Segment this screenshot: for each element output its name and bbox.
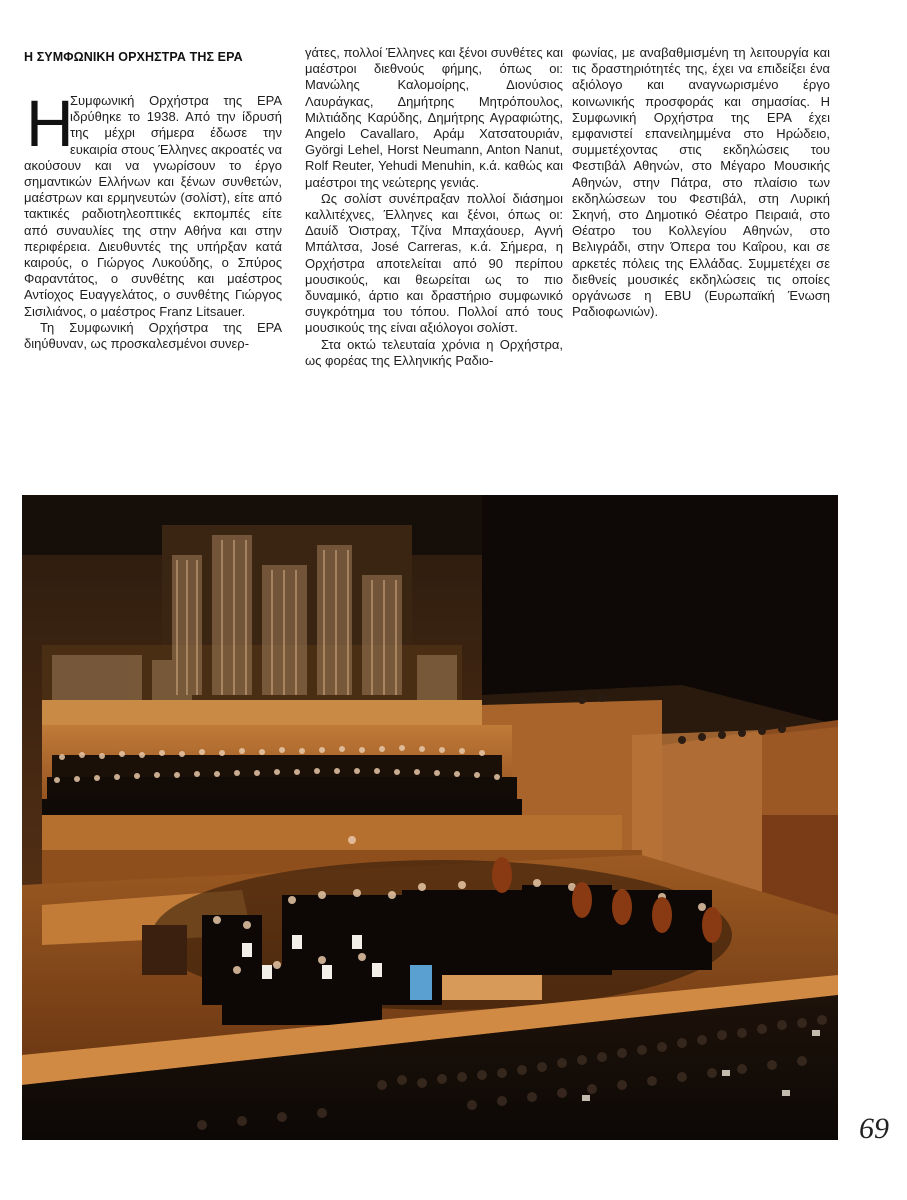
- intro-paragraph: [24, 86, 282, 320]
- article-heading: Η ΣΥΜΦΩΝΙΚΗ ΟΡΧΗΣΤΡΑ ΤΗΣ ΕΡΑ: [24, 50, 243, 64]
- column-3: [572, 45, 830, 320]
- paragraph: Τη Συμφωνική Ορχήστρα της ΕΡΑ διηύθυναν, ως προσκαλεσμένοι συνερ-: [24, 319, 282, 352]
- intro-text: Συμφωνική Ορχήστρα της ΕΡΑ ιδρύθηκε το 1938. Από την ίδρυσή της μέχρι σήμερα έδωσε την ευκαιρία στους Έλληνες ακροατές να ακούσουν και να γνωρίσουν το έργο σημαντικών Ελλήνων και ξένων συνθετών, μαέστρων και ερμηνευτών (σολίστ), είτε από τακτικές ραδιοτηλεοπτικές εκπομπές είτε από συναυλίες της στην Αθήνα και στην περιφέρεια. Διευθυντές της υπήρξαν κατά καιρούς, ο Γιώργος Λυκούδης, ο Σπύρος Φαραντάτος, ο συνθέτης και μαέστρος Αντίοχος Ευαγγελάτος, ο συνθέτης Γιώργος Σισιλιάνος, ο μαέστρος Franz Litsauer.: [24, 93, 282, 319]
- page-number: 69: [859, 1112, 889, 1145]
- choir: [42, 755, 522, 819]
- paragraph: Ως σολίστ συνέπραξαν πολλοί διάσημοι καλλιτέχνες, Έλληνες και ξένοι, όπως οι: Δαυίδ Όιστραχ, Τζίνα Μπαχάουερ, Αγνή Μπάλτσα, José Carreras, κ.ά. Σήμερα, η Ορχήστρα αποτελείται από 90 περίπου μουσικούς, και θεωρείται ως το πιο δυναμικό, άρτιο και δραστήριο συμφωνικό συγκρότημα του τόπου. Πολλοί από τους μουσικούς της είναι αξιόλογοι σολίστ.: [305, 190, 563, 336]
- concert-hall-illustration: [22, 495, 838, 1140]
- concert-hall-photo: [22, 495, 838, 1140]
- column-2: [305, 45, 563, 369]
- paragraph: φωνίας, με αναβαθμισμένη τη λειτουργία και τις δραστηριότητές της, έχει να επιδείξει ένα αξιόλογο και αναγνωρισμένο έργο κοινωνικής προσφοράς και σημασίας. Η Συμφωνική Ορχήστρα της ΕΡΑ έχει εμφανιστεί επανειλημμένα στο Ηρώδειο, συμμετέχοντας στις εκδηλώσεις του Φεστιβάλ Αθηνών, στο Μέγαρο Μουσικής Αθηνών, στην Πάτρα, στο πλαίσιο των εκδηλώσεων του Φεστιβάλ, στη Λυρική Σκηνή, στο Δημοτικό Θέατρο Πειραιά, στο Θέατρο του Κολλεγίου Αθηνών, στο Βελιγράδι, στην Όπερα του Καΐρου, και σε αρκετές πόλεις της Ελλάδας. Συμμετέχει σε διεθνείς μουσικές εκδηλώσεις τις οποίες οργάνωσε η EBU (Ευρωπαϊκή Ένωση Ραδιοφωνιών).: [572, 45, 830, 320]
- column-1: [24, 86, 282, 352]
- paragraph: γάτες, πολλοί Έλληνες και ξένοι συνθέτες και μαέστροι διεθνούς φήμης, όπως οι: Μανώλης Καλομοίρης, Διονύσιος Λαυράγκας, Δημήτρης Μητρόπουλος, Μιλτιάδης Καρύδης, Δημήτρης Αγραφιώτης, Angelo Cavallaro, Αράμ Χατσατουριάν, Györgi Lehel, Horst Neumann, Anton Nanut, Rolf Reuter, Yehudi Menuhin, κ.ά. καθώς και μαέστροι της νεώτερης γενιάς.: [305, 45, 563, 190]
- drop-cap: Η: [26, 86, 74, 160]
- paragraph: Στα οκτώ τελευταία χρόνια η Ορχήστρα, ως φορέας της Ελληνικής Ραδιο-: [305, 336, 563, 368]
